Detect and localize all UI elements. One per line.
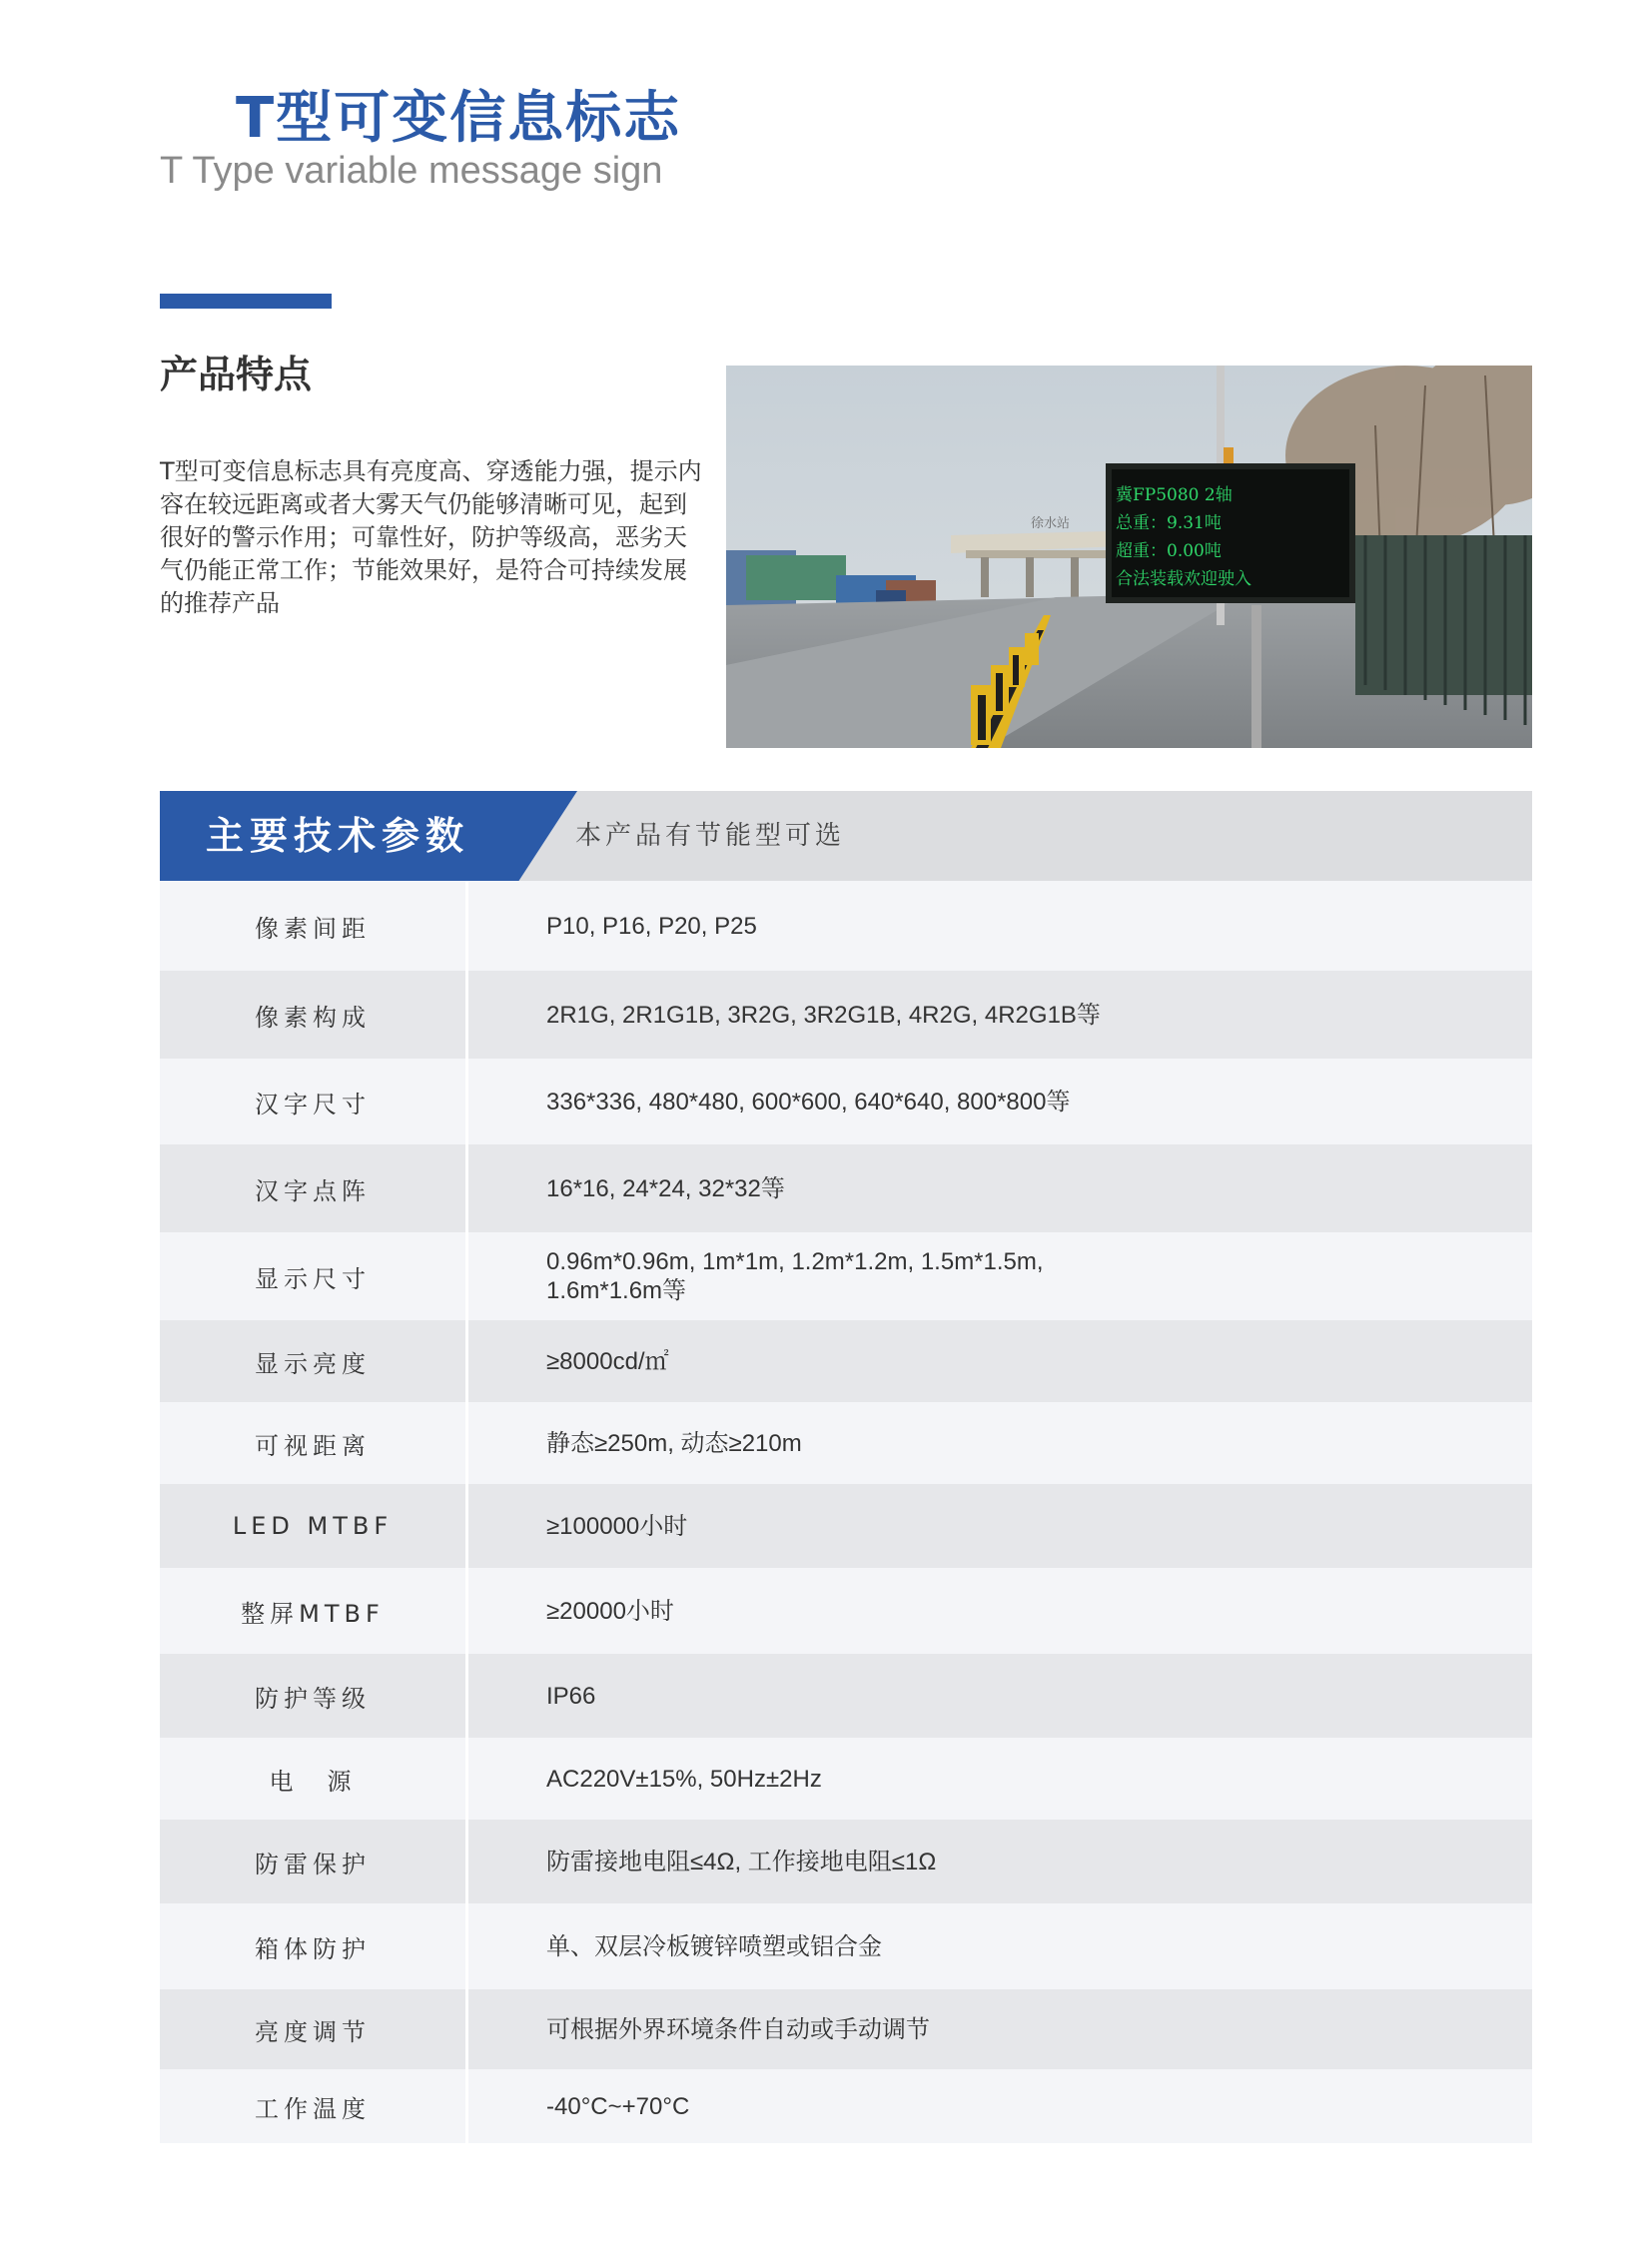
spec-row: [160, 1484, 1532, 1568]
sign-line-4: 合法装载欢迎驶入: [1116, 569, 1251, 589]
spec-header: [160, 791, 1532, 881]
spec-row: [160, 1568, 1532, 1654]
sign-line-2: 总重：9.31吨: [1116, 513, 1222, 533]
page-title: T型可变信息标志: [236, 86, 682, 151]
spec-label: 显示尺寸: [160, 1232, 468, 1320]
spec-value: P10, P16, P20, P25: [546, 912, 757, 940]
spec-label: 整屏MTBF: [160, 1568, 468, 1654]
features-heading: 产品特点: [160, 353, 313, 396]
spec-label: 可视距离: [160, 1402, 468, 1484]
spec-row: [160, 1903, 1532, 1989]
spec-label: 防护等级: [160, 1654, 468, 1738]
spec-value: AC220V±15%, 50Hz±2Hz: [546, 1765, 822, 1793]
spec-value: 16*16, 24*24, 32*32等: [546, 1174, 785, 1202]
spec-label: LED MTBF: [160, 1484, 468, 1568]
accent-bar: [160, 294, 332, 309]
spec-row: [160, 1738, 1532, 1820]
spec-row: [160, 1820, 1532, 1903]
sign-line-3: 超重：0.00吨: [1116, 541, 1222, 561]
sign-line-1: 冀FP5080 2轴: [1116, 485, 1233, 505]
spec-label: 显示亮度: [160, 1320, 468, 1402]
spec-value: ≥100000小时: [546, 1512, 688, 1540]
spec-row: [160, 1989, 1532, 2069]
spec-value: -40°C~+70°C: [546, 2092, 690, 2120]
spec-label: 像素间距: [160, 881, 468, 971]
spec-row: [160, 2069, 1532, 2143]
spec-row: [160, 1402, 1532, 1484]
spec-value: 0.96m*0.96m, 1m*1m, 1.2m*1.2m, 1.5m*1.5m, 1.6m*1.6m等: [546, 1248, 1044, 1304]
spec-value: 336*336, 480*480, 600*600, 640*640, 800*800等: [546, 1088, 1071, 1116]
spec-note: 本产品有节能型可选: [575, 821, 846, 851]
features-description: T型可变信息标志具有亮度高、穿透能力强，提示内 容在较远距离或者大雾天气仍能够清晰可见，起到很好的警示作用；可靠性好，防护等级高，恶劣天气仍能正常工作；节能效果好，是符合可持续发展的推荐产品: [160, 457, 702, 617]
spec-label: 工作温度: [160, 2069, 468, 2143]
spec-table: [160, 881, 1532, 2143]
spec-row: [160, 1144, 1532, 1232]
spec-label: 汉字点阵: [160, 1144, 468, 1232]
spec-value: 2R1G, 2R1G1B, 3R2G, 3R2G1B, 4R2G, 4R2G1B等: [546, 1001, 1101, 1029]
spec-value: 防雷接地电阻≤4Ω, 工作接地电阻≤1Ω: [546, 1848, 937, 1875]
spec-row: [160, 1232, 1532, 1320]
spec-label: 汉字尺寸: [160, 1059, 468, 1144]
page-subtitle: T Type variable message sign: [160, 150, 663, 192]
spec-label: 箱体防护: [160, 1903, 468, 1989]
spec-row: [160, 881, 1532, 971]
spec-label: 防雷保护: [160, 1820, 468, 1903]
spec-value: IP66: [546, 1682, 596, 1710]
spec-row: [160, 1654, 1532, 1738]
spec-label: 像素构成: [160, 971, 468, 1059]
product-photo-illustration: [726, 366, 1532, 748]
spec-value: 静态≥250m, 动态≥210m: [546, 1429, 802, 1457]
plaza-sign-text: 徐水站: [1031, 516, 1071, 531]
spec-value: 可根据外界环境条件自动或手动调节: [546, 2015, 930, 2043]
spec-title: 主要技术参数: [206, 814, 470, 858]
spec-label: 电 源: [160, 1738, 468, 1820]
spec-value: ≥8000cd/㎡: [546, 1347, 669, 1375]
spec-label: 亮度调节: [160, 1989, 468, 2069]
spec-row: [160, 971, 1532, 1059]
product-photo: [726, 366, 1532, 748]
spec-value: ≥20000小时: [546, 1597, 674, 1625]
spec-value: 单、双层冷板镀锌喷塑或铝合金: [546, 1932, 882, 1960]
spec-row: [160, 1059, 1532, 1144]
spec-row: [160, 1320, 1532, 1402]
